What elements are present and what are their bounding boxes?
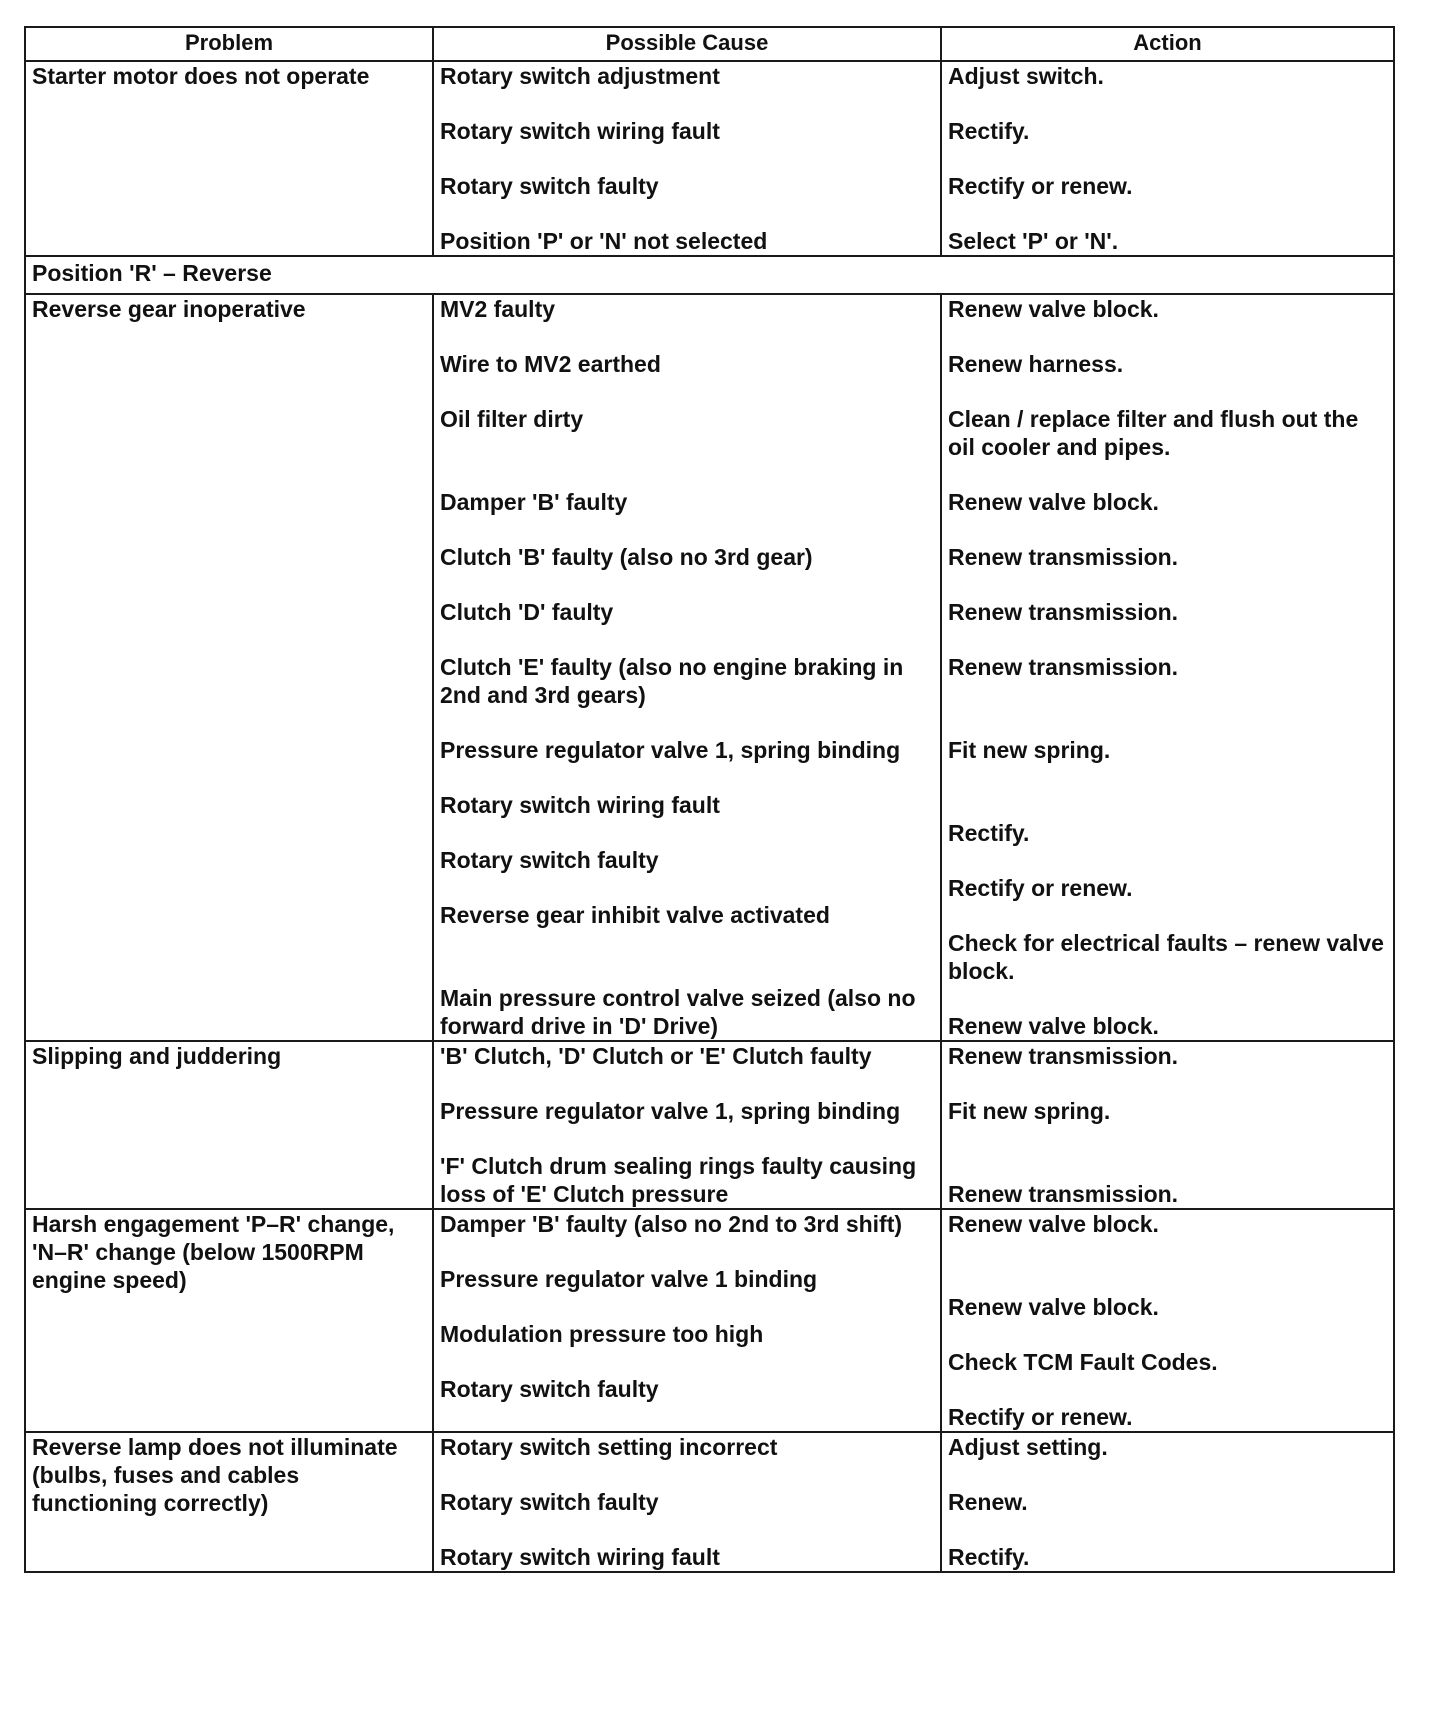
cause-text: Rotary switch faulty: [440, 1489, 659, 1515]
problem-cell: Starter motor does not operate: [25, 61, 433, 256]
action-text: Check for electrical faults – renew valve block.: [948, 930, 1384, 984]
cause-text: Rotary switch adjustment: [440, 63, 720, 89]
cause-text: Reverse gear inhibit valve activated: [440, 902, 830, 928]
cause-text: Rotary switch setting incorrect: [440, 1434, 778, 1460]
action-text: Rectify or renew.: [948, 875, 1133, 901]
action-text: Clean / replace filter and flush out the oil cooler and pipes.: [948, 406, 1359, 460]
action-text: Select 'P' or 'N'.: [948, 228, 1119, 254]
cause-text: Rotary switch faulty: [440, 1376, 659, 1402]
cause-text: Rotary switch faulty: [440, 847, 659, 873]
cause-text: Wire to MV2 earthed: [440, 351, 661, 377]
cause-text: Damper 'B' faulty (also no 2nd to 3rd shift): [440, 1211, 903, 1237]
action-text: Fit new spring.: [948, 1098, 1111, 1124]
cause-cell: [433, 1432, 941, 1572]
cause-text: Position 'P' or 'N' not selected: [440, 228, 768, 254]
action-text: Rectify.: [948, 1544, 1030, 1570]
section-title: Position 'R' – Reverse: [25, 256, 1394, 294]
action-text: Renew transmission.: [948, 1181, 1179, 1207]
action-text: Renew valve block.: [948, 489, 1159, 515]
cause-text: Main pressure control valve seized (also no forward drive in 'D' Drive): [440, 985, 916, 1039]
cause-text: Rotary switch wiring fault: [440, 118, 720, 144]
action-cell: [941, 1041, 1394, 1209]
problem-cell: Reverse lamp does not illuminate (bulbs, fuses and cables functioning correctly): [25, 1432, 433, 1572]
table-row: [25, 1432, 1394, 1572]
cause-text: Rotary switch wiring fault: [440, 1544, 720, 1570]
cause-cell: [433, 1041, 941, 1209]
problem-cell: Harsh engagement 'P–R' change, 'N–R' change (below 1500RPM engine speed): [25, 1209, 433, 1432]
action-text: Renew.: [948, 1489, 1028, 1515]
cause-cell: [433, 61, 941, 256]
action-text: Renew valve block.: [948, 1294, 1159, 1320]
table-header-row: [25, 27, 1394, 61]
cause-text: Modulation pressure too high: [440, 1321, 764, 1347]
cause-cell: [433, 1209, 941, 1432]
cause-text: Rotary switch faulty: [440, 173, 659, 199]
cause-text: Clutch 'D' faulty: [440, 599, 614, 625]
action-cell: [941, 61, 1394, 256]
action-text: Fit new spring.: [948, 737, 1111, 763]
problem-cell: Slipping and juddering: [25, 1041, 433, 1209]
table-row: [25, 1041, 1394, 1209]
troubleshooting-table: [24, 26, 1395, 1573]
action-text: Renew valve block.: [948, 1211, 1159, 1237]
action-text: Renew transmission.: [948, 654, 1179, 680]
table-row: [25, 294, 1394, 1041]
header-action: Action: [941, 27, 1394, 61]
action-text: Renew valve block.: [948, 1013, 1159, 1039]
cause-text: MV2 faulty: [440, 296, 556, 322]
action-text: Renew transmission.: [948, 599, 1179, 625]
cause-text: Clutch 'B' faulty (also no 3rd gear): [440, 544, 813, 570]
action-text: Renew harness.: [948, 351, 1124, 377]
action-cell: [941, 1432, 1394, 1572]
action-text: Rectify.: [948, 820, 1030, 846]
action-text: Adjust setting.: [948, 1434, 1108, 1460]
cause-text: Rotary switch wiring fault: [440, 792, 720, 818]
action-text: Renew transmission.: [948, 544, 1179, 570]
cause-text: Pressure regulator valve 1, spring binding: [440, 1098, 901, 1124]
action-text: Check TCM Fault Codes.: [948, 1349, 1218, 1375]
action-text: Rectify or renew.: [948, 173, 1133, 199]
action-cell: [941, 294, 1394, 1041]
action-text: Adjust switch.: [948, 63, 1104, 89]
cause-text: 'B' Clutch, 'D' Clutch or 'E' Clutch faulty: [440, 1043, 872, 1069]
cause-text: 'F' Clutch drum sealing rings faulty causing loss of 'E' Clutch pressure: [440, 1153, 917, 1207]
cause-text: Clutch 'E' faulty (also no engine braking in 2nd and 3rd gears): [440, 654, 904, 708]
action-text: Rectify.: [948, 118, 1030, 144]
action-text: Renew transmission.: [948, 1043, 1179, 1069]
cause-text: Oil filter dirty: [440, 406, 584, 432]
section-heading-row: [25, 256, 1394, 294]
action-text: Renew valve block.: [948, 296, 1159, 322]
table-row: [25, 61, 1394, 256]
problem-cell: Reverse gear inoperative: [25, 294, 433, 1041]
header-possible-cause: Possible Cause: [433, 27, 941, 61]
table-row: [25, 1209, 1394, 1432]
cause-text: Damper 'B' faulty: [440, 489, 628, 515]
cause-text: Pressure regulator valve 1, spring binding: [440, 737, 901, 763]
action-cell: [941, 1209, 1394, 1432]
cause-text: Pressure regulator valve 1 binding: [440, 1266, 818, 1292]
header-problem: Problem: [25, 27, 433, 61]
cause-cell: [433, 294, 941, 1041]
action-text: Rectify or renew.: [948, 1404, 1133, 1430]
